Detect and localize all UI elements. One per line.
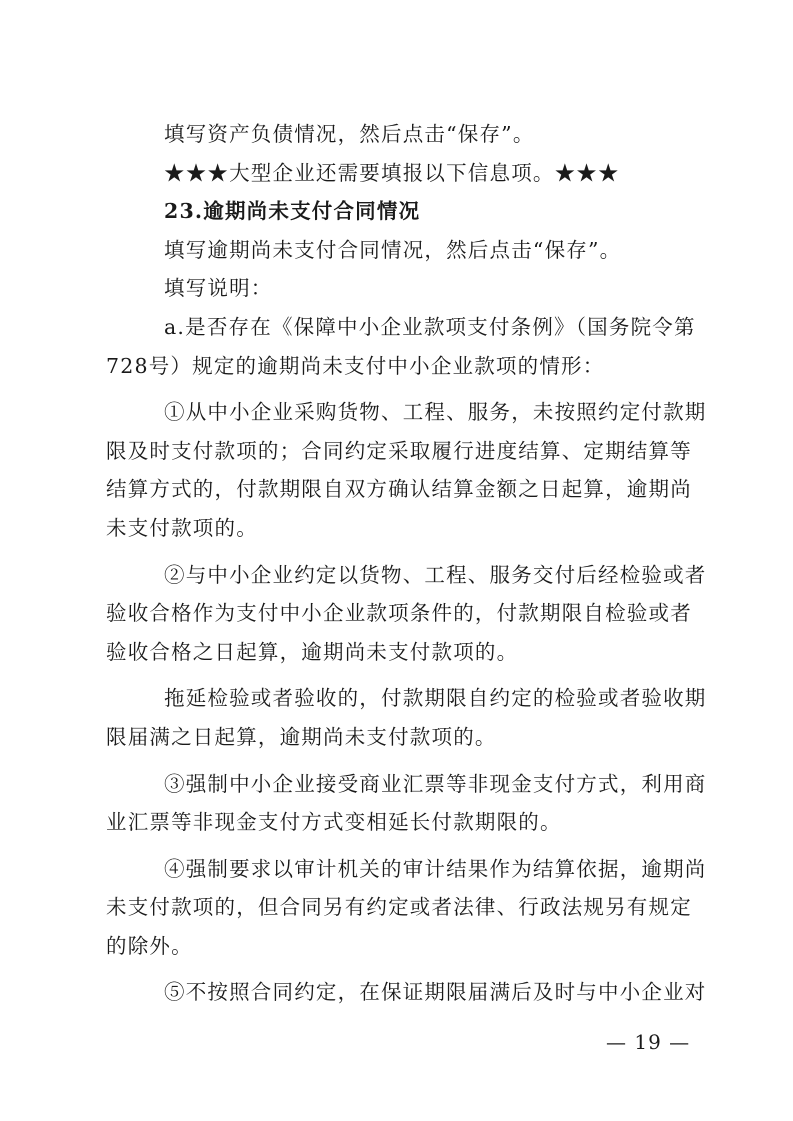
paragraph-line: ④强制要求以审计机关的审计结果作为结算依据，逾期尚 xyxy=(164,856,707,881)
paragraph-line: ★★★大型企业还需要填报以下信息项。★★★ xyxy=(164,160,620,185)
paragraph-line: 拖延检验或者验收的，付款期限自约定的检验或者验收期 xyxy=(164,686,707,711)
paragraph-line: 业汇票等非现金支付方式变相延长付款期限的。 xyxy=(106,810,562,835)
paragraph-line: 限及时支付款项的；合同约定采取履行进度结算、定期结算等 xyxy=(106,438,692,463)
paragraph-line: 限届满之日起算，逾期尚未支付款项的。 xyxy=(106,724,497,749)
paragraph-line: 结算方式的，付款期限自双方确认结算金额之日起算，逾期尚 xyxy=(106,477,692,502)
paragraph-line: ①从中小企业采购货物、工程、服务，未按照约定付款期 xyxy=(164,400,707,425)
paragraph-line: a.是否存在《保障中小企业款项支付条例》（国务院令第 xyxy=(164,314,696,339)
section-heading: 23.逾期尚未支付合同情况 xyxy=(164,199,421,224)
paragraph-line: 验收合格作为支付中小企业款项条件的，付款期限自检验或者 xyxy=(106,601,692,626)
paragraph-line: ②与中小企业约定以货物、工程、服务交付后经检验或者 xyxy=(164,562,707,587)
paragraph-line: ③强制中小企业接受商业汇票等非现金支付方式，利用商 xyxy=(164,771,707,796)
page-number: — 19 — xyxy=(606,1030,691,1054)
paragraph-line: 填写说明： xyxy=(164,276,273,301)
paragraph-line: 的除外。 xyxy=(106,933,193,958)
paragraph-line: ⑤不按照合同约定，在保证期限届满后及时与中小企业对 xyxy=(164,980,707,1005)
document-body xyxy=(106,115,707,1012)
paragraph-line: 填写逾期尚未支付合同情况，然后点击“保存”。 xyxy=(164,237,622,262)
paragraph-line: 验收合格之日起算，逾期尚未支付款项的。 xyxy=(106,639,519,664)
paragraph-line: 未支付款项的，但合同另有约定或者法律、行政法规另有规定 xyxy=(106,895,692,920)
paragraph-line: 未支付款项的。 xyxy=(106,515,258,540)
paragraph-line: 填写资产负债情况，然后点击“保存”。 xyxy=(164,122,535,146)
paragraph-line: 728号）规定的逾期尚未支付中小企业款项的情形： xyxy=(106,353,605,378)
